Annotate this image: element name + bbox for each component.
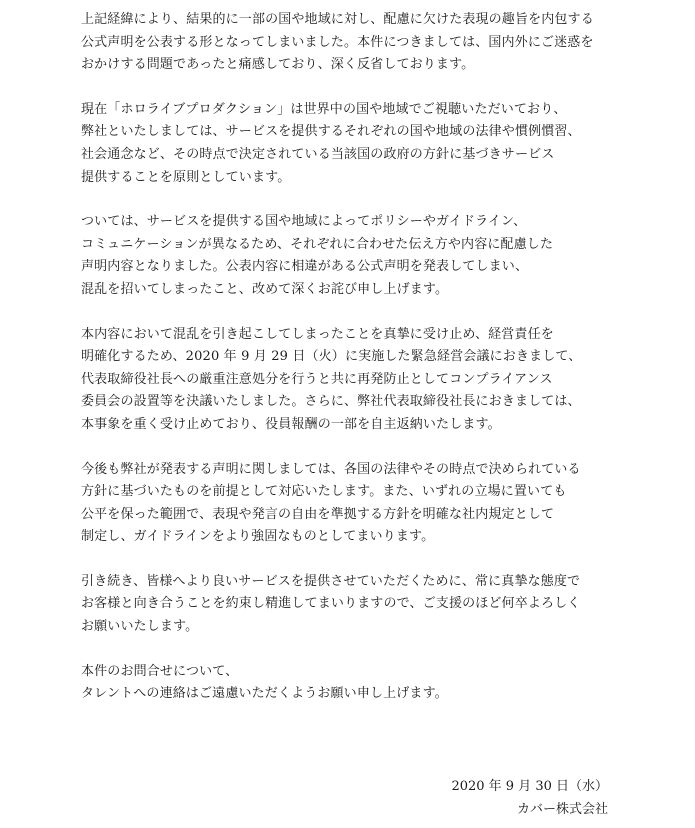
statement-date: 2020 年 9 月 30 日（水） (451, 779, 608, 794)
text-line: 委員会の設置等を決議いたしました。さらに、弊社代表取締役社長におきましては、 (81, 394, 581, 410)
text-line: 本内容において混乱を引き起こしてしまったことを真摯に受け止め、経営責任を (81, 326, 554, 342)
paragraph-commitment (81, 571, 641, 639)
text-line: 代表取締役社長への厳重注意処分を行うと共に再発防止としてコンプライアンス (81, 371, 553, 387)
paragraph-future-policy (81, 459, 641, 549)
text-line: お客様と向き合うことを約束し精進してまいりますので、ご支援のほど何卒よろしく (81, 596, 581, 612)
text-line: 今後も弊社が発表する声明に関しましては、各国の法律やその時点で決められている (81, 461, 581, 477)
text-line: 弊社といたしましては、サービスを提供するそれぞれの国や地域の法律や慣例慣習、 (81, 124, 581, 140)
text-line: 提供することを原則としています。 (81, 169, 291, 185)
text-line: 制定し、ガイドラインをより強固なものとしてまいります。 (81, 529, 435, 545)
company-name: カバー株式会社 (516, 801, 608, 817)
text-line: おかけする問題であったと痛感しており、深く反省しております。 (81, 57, 475, 73)
text-line: 社会通念など、その時点で決定されている当該国の政府の方針に基づきサービス (81, 146, 555, 162)
text-line: 現在「ホロライブプロダクション」は世界中の国や地域でご視聴いただいており、 (81, 101, 567, 117)
text-line: ついては、サービスを提供する国や地域によってポリシーやガイドライン、 (81, 214, 527, 230)
text-line: 本件のお問合せについて、 (81, 663, 239, 679)
text-line: 混乱を招いてしまったこと、改めて深くお詫び申し上げます。 (81, 281, 449, 297)
text-line: お願いいたします。 (81, 619, 199, 635)
text-line: 本事象を重く受け止めており、役員報酬の一部を自主返納いたします。 (81, 416, 501, 432)
text-line: 公式声明を公表する形となってしまいました。本件につきましては、国内外にご迷惑を (81, 34, 594, 50)
text-line: コミュニケーションが異なるため、それぞれに合わせた伝え方や内容に配慮した (81, 236, 554, 252)
text-line: 上記経緯により、結果的に一部の国や地域に対し、配慮に欠けた表現の趣旨を内包する (81, 12, 594, 27)
text-line: タレントへの連絡はご遠慮いただくようお願い申し上げます。 (81, 686, 448, 702)
paragraph-management-response (81, 324, 641, 437)
paragraph-inquiries (81, 661, 641, 706)
text-line: 公平を保った範囲で、表現や発言の自由を準拠する方針を明確な社内規定として (81, 506, 555, 522)
text-line: 声明内容となりました。公表内容に相違がある公式声明を発表してしまい、 (81, 259, 529, 275)
statement-body (81, 9, 641, 728)
text-line: 明確化するため、2020 年 9 月 29 日（火）に実施した緊急経営会議におきまして、 (81, 349, 582, 365)
signature-block (451, 776, 608, 821)
text-line: 引き続き、皆様へより良いサービスを提供させていただくために、常に真摯な態度で (81, 573, 581, 589)
text-line: 方針に基づいたものを前提として対応いたします。また、いずれの立場に置いても (81, 484, 567, 500)
paragraph-current-policy (81, 99, 641, 189)
paragraph-regional-differences (81, 211, 641, 301)
paragraph-apology (81, 9, 641, 77)
